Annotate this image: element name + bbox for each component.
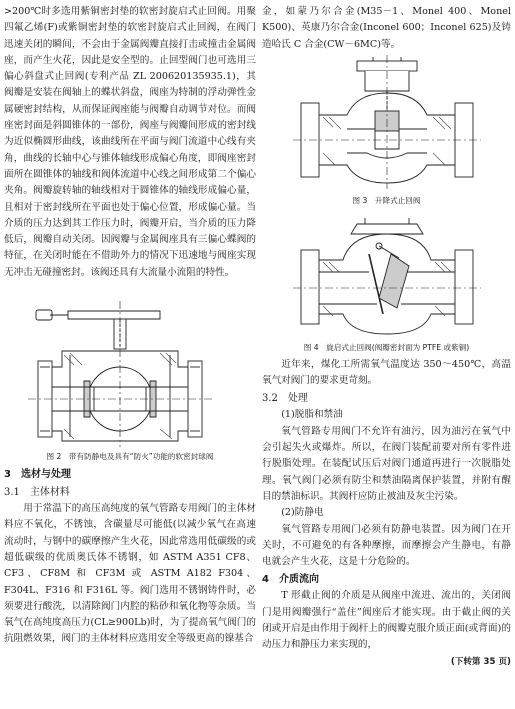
left-column xyxy=(4,4,256,648)
section-3-heading: 3 选材与处理 xyxy=(4,469,71,481)
subheading-antistatic: (2)防静电 xyxy=(281,507,324,519)
paragraph-main-material: 用于常温下的高压高纯度的氧气管路专用阀门的主体材料应不氧化，不锈蚀，含碳量尽可能低(以减少氧气在高速流动时，与钢中的碳摩擦产生火花，因此常选用低碳级的或超低碳级的优质奥氏体不锈钢，如 ASTM A351 CF8、CF3、CF8M 和 CF3M 或 ASTM A182 F304、F304L、F316 和 F316L 等。阀门选用不锈钢铸件时，必须要进行酸洗，以清除阀门内腔的粘砂和氧化物等杂质。当氧气在高纯度高压力(CL≥900Lb)时，为了提高氧气阀门的抗阻燃效果，阀门的主体材料应选用安全等级更高的镍基合 xyxy=(4,503,256,645)
right-column xyxy=(262,4,511,667)
paragraph-antistatic: 氧气管路专用阀门必须有防静电装置。因为阀门在开关时，不可避免的有各种摩擦，而摩擦会产生静电，有静电就会产生火花，这是十分危险的。 xyxy=(262,523,511,568)
paragraph-degrease: 氧气管路专用阀门不允许有油污，因为油污在氧气中会引起失火或爆炸。所以，在阀门装配前要对所有零件进行脱脂处理。在装配试压后对阀门通道再进行一次脱脂处理。氧气阀门必须有防尘和禁油隔离保护装置，并附有醒目的禁油标识。其阀杆应防止被油及灰尘污染。 xyxy=(262,425,511,502)
paragraph-flow-direction: T 形截止阀的介质是从阀座中流进、流出的，关闭阀门是用阀瓣强行“盖住”阀座后才能实现。由于截止阀的关闭或开启是由作用于阀杆上的阀瓣克服介质正面(或背面)的动压力和静压力来实现的， xyxy=(262,590,511,651)
figure-2-caption: 图 2 带有防静电及具有“防火”功能的软密封球阀 xyxy=(46,452,214,462)
paragraph-alloys: 金，如蒙乃尔合金(M35－1、Monel 400、Monel K500)、英康乃尔合金(Inconel 600；Inconel 625)及铸造哈氏 C 合金(CW－6MC)等。 xyxy=(262,6,511,50)
subheading-degrease: (1)脱脂和禁油 xyxy=(281,409,343,421)
figure-ball-valve-drawing xyxy=(10,281,250,449)
figure-3-caption: 图 3 升降式止回阀 xyxy=(352,195,421,205)
paragraph-high-temperature: 近年来，煤化工所需氧气温度达 350～450℃，高温氧气对阀门的要求更苛刻。 xyxy=(262,358,511,387)
section-3-2-heading: 3.2 处理 xyxy=(262,393,308,405)
section-3-1-heading: 3.1 主体材料 xyxy=(4,487,70,499)
paragraph-check-valve-intro: >200℃时多选用紫铜密封垫的软密封旋启式止回阀。用聚四氟乙烯(F)或紫铜密封垫的软密封旋启式止回阀，在阀门迅速关闭的瞬间，不会由于金属阀瓣直接打击或撞击金属阀座，而产生火花，因此是安全型的。止回型阀门也可选用三偏心斜盘式止回阀(专利产品 ZL 200620135935.1)，其阀瓣是安装在阀轴上的蝶状斜盘，阀座为特制的浮动弹性金属硬密封结构，从而保证阀座能与阀瓣自动调节对位。而阀座密封面是斜圆锥体的一部份，阀座与阀瓣间形成的密封线为近似椭圆形曲线，该曲线所在平面与阀门流道中心线有夹角，曲线的长轴中心与锥体轴线形成偏心角度，即阀座密封面所在圆锥体的轴线和阀体流道中心线之间形成第二个偏心夹角。阀瓣旋转轴的轴线相对于圆锥体的轴线形成偏心量，且相对于密封线所在平面也处于偏心位置，形成偏心量。当介质的压力达到其工作压力时，阀瓣开启，当介质的压力降低后，阀瓣自动关闭。因阀瓣与金属阀座具有三偏心蝶阀的特征，在关闭时能在不借助外力的情况下迅速地与阀座实现无冲击无碰撞密封。该阀还具有大流量小流阻的特性。 xyxy=(4,6,256,278)
figure-swing-check-valve-drawing xyxy=(287,210,487,340)
continued-note: (下转第 35 页) xyxy=(450,656,511,667)
figure-4-caption: 图 4 旋启式止回阀(阀瓣密封面为 PTFE 或紫铜) xyxy=(303,342,470,352)
section-4-heading: 4 介质流向 xyxy=(262,574,319,586)
figure-lift-check-valve-drawing xyxy=(287,53,487,193)
